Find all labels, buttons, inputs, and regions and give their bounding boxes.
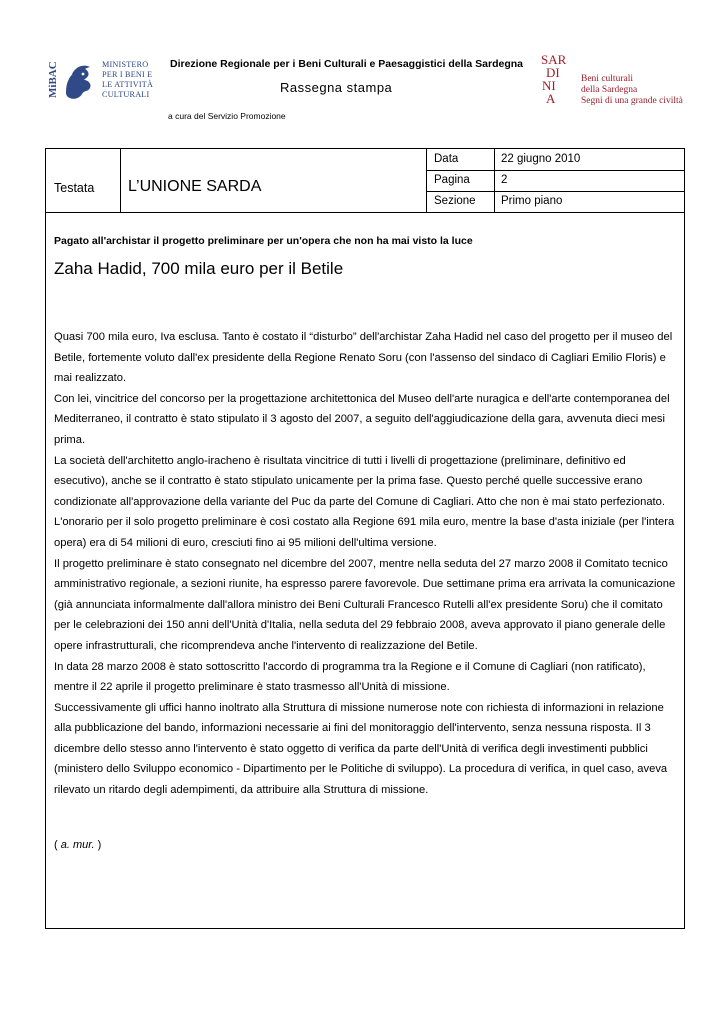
section-value: Primo piano bbox=[501, 195, 563, 207]
sardinia-tagline bbox=[581, 74, 683, 107]
source-table bbox=[46, 149, 684, 213]
article-paragraph: Successivamente gli uffici hanno inoltrato alla Struttura di missione numerose note con richiesta di informazioni in relazione alla pubblicazione del bando, informazioni necessarie ai fini del monitoraggio dell'intervento, senza nessuna risposta. Il 3 dicembre dello stesso anno l'intervento è stato oggetto di verifica da parte dell'Unità di verifica degli investimenti pubblici (ministero dello Sviluppo economico - Dipartimento per le Politiche di sviluppo). La procedura di verifica, in quel caso, aveva rilevato un ritardo degli adempimenti, da attribuire alla Struttura di missione. bbox=[54, 701, 668, 797]
ministry-line: LE ATTIVITÀ bbox=[102, 80, 154, 89]
article-headline: Zaha Hadid, 700 mila euro per il Betile bbox=[54, 259, 344, 278]
sardinia-line: della Sardegna bbox=[581, 85, 638, 95]
ministry-logo bbox=[47, 58, 160, 108]
page-label: Pagina bbox=[434, 174, 470, 186]
sardinia-line: Beni culturali bbox=[581, 74, 633, 84]
article-paragraph: Quasi 700 mila euro, Iva esclusa. Tanto è costato il “disturbo” dell'archistar Zaha Hadid nel caso del progetto per il museo del Betile, fortemente voluto dall'ex presidente della Regione Renato Soru (con l'assenso del sindaco di Cagliari Emilio Floris) e mai realizzato. bbox=[54, 331, 673, 385]
table-divider bbox=[426, 191, 684, 192]
newspaper-name: L’UNIONE SARDA bbox=[128, 178, 262, 195]
svg-text:SAR: SAR bbox=[541, 52, 567, 67]
table-divider bbox=[426, 170, 684, 171]
svg-text:DI: DI bbox=[546, 65, 560, 80]
ministry-name bbox=[102, 60, 153, 100]
mibac-emblem-icon bbox=[47, 58, 98, 104]
ministry-line: PER I BENI E bbox=[102, 70, 153, 79]
clipping-frame bbox=[45, 148, 685, 929]
article-paragraph: La società dell'architetto anglo-iracheno è risultata vincitrice di tutti i livelli di progettazione (preliminare, definitivo ed esecutivo), anche se il contratto è stato stipulato unicamente per la prima fase. Questo perché quelle successive erano condizionate all'approvazione della variante del Puc da parte del Comune di Cagliari. Atto che non è mai stato perfezionato. bbox=[54, 454, 665, 508]
article-subhead: Pagato all'archistar il progetto preliminare per un'opera che non ha mai visto la luce bbox=[54, 235, 473, 247]
author-signature: ( a. mur. ) bbox=[54, 839, 102, 851]
article-paragraph: Il progetto preliminare è stato consegnato nel dicembre del 2007, mentre nella seduta del 27 marzo 2008 il Comitato tecnico amministrativo regionale, a sezioni riunite, ha espresso parere favorevole. Due settimane prima era arrivata la comunicazione (già annunciata informalmente dall'allora ministro dei Beni Culturali Francesco Rutelli all'ex presidente Soru) che il comitato per le celebrazioni dei 150 anni dell'Unità d'Italia, nella seduta del 29 febbraio 2008, aveva approvato il piano generale delle opere infrastrutturali, che ricomprendeva anche l'intervento di realizzazione del Betile. bbox=[54, 557, 676, 652]
article-paragraph: In data 28 marzo 2008 è stato sottoscritto l'accordo di programma tra la Regione e il Comune di Cagliari (non ratificato), mentre il 22 aprile il progetto preliminare è stato trasmesso all'Unità di missione. bbox=[54, 660, 646, 694]
article-body bbox=[54, 327, 679, 801]
page-value: 2 bbox=[501, 174, 508, 186]
author-initials: a. mur. bbox=[60, 839, 95, 851]
svg-text:MiBAC: MiBAC bbox=[47, 61, 59, 98]
date-label: Data bbox=[434, 153, 459, 165]
svg-text:A: A bbox=[546, 91, 556, 106]
article-paragraph: Con lei, vincitrice del concorso per la progettazione architettonica del Museo dell'arte nuragica e dell'arte contemporanea del Mediterraneo, il contratto è stato stipulato il 3 agosto del 2007, a seguito dell'aggiudicazione della gara, avvenuta dieci mesi prima. bbox=[54, 392, 670, 446]
table-divider bbox=[426, 149, 427, 212]
sardinia-mark-icon bbox=[538, 52, 578, 104]
table-divider bbox=[120, 149, 121, 212]
direction-title: Direzione Regionale per i Beni Culturali e Paesaggistici della Sardegna bbox=[170, 58, 524, 70]
document-title: Rassegna stampa bbox=[280, 80, 393, 95]
ministry-line: CULTURALI bbox=[102, 90, 150, 99]
sardinia-logo bbox=[538, 52, 578, 104]
svg-text:NI: NI bbox=[542, 78, 556, 93]
ministry-line: MINISTERO bbox=[102, 60, 149, 69]
table-divider bbox=[494, 149, 495, 212]
date-value: 22 giugno 2010 bbox=[501, 153, 581, 165]
sardinia-line: Segni di una grande civiltà bbox=[581, 96, 683, 106]
credit-line: a cura del Servizio Promozione bbox=[168, 111, 286, 121]
testata-label: Testata bbox=[54, 181, 95, 195]
article-paragraph: L'onorario per il solo progetto preliminare è così costato alla Regione 691 mila euro, mentre la base d'asta iniziale (per l'intera opera) era di 54 milioni di euro, cresciuti fino ai 95 milioni dell'ultima versione. bbox=[54, 516, 675, 549]
section-label: Sezione bbox=[434, 195, 476, 207]
